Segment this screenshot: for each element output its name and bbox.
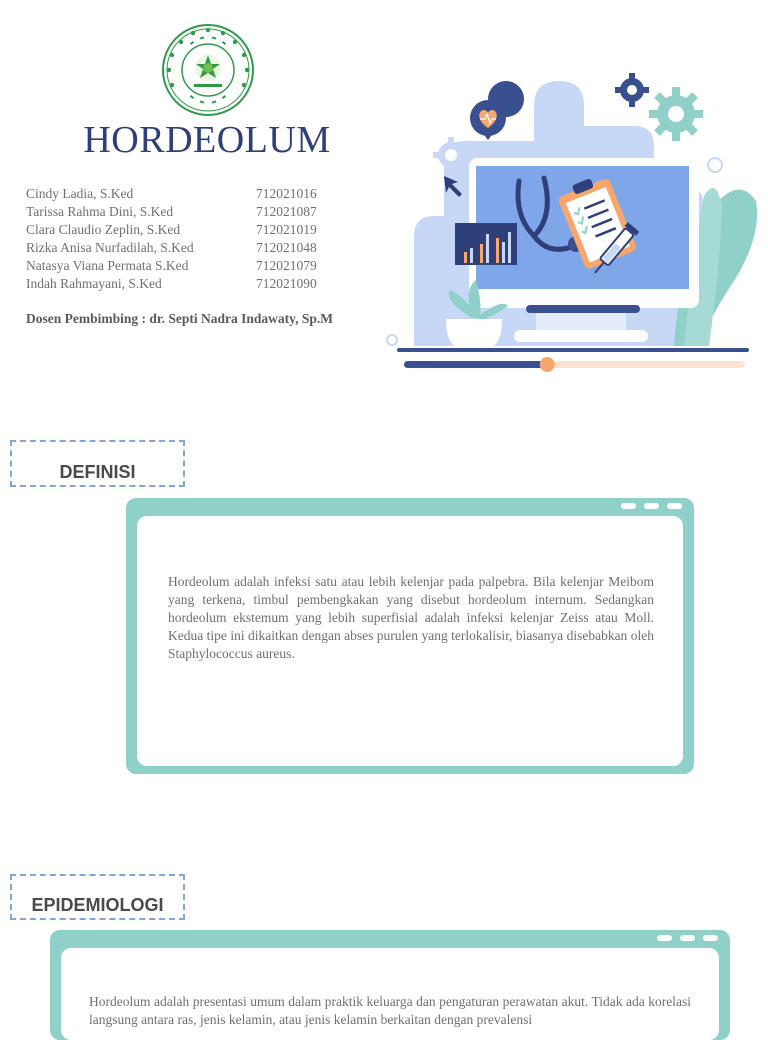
epidemiologi-text: Hordeolum adalah presentasi umum dalam praktik keluarga dan pengaturan perawatan akut. Tidak ada korelasi langsung antara ras, jenis kelamin, atau jenis kelamin berkaitan dengan prevalensi (89, 994, 691, 1027)
member-name: Rizka Anisa Nurfadilah, S.Ked (26, 240, 194, 255)
member-nim: 712021090 (256, 276, 317, 291)
advisor-text: Dosen Pembimbing : dr. Septi Nadra Indawaty, Sp.M (26, 311, 334, 326)
member-nim: 712021048 (256, 240, 317, 255)
list-item (26, 275, 346, 293)
gear-icon (615, 73, 649, 107)
member-nim: 712021019 (256, 222, 317, 237)
list-item (26, 203, 346, 221)
member-name: Natasya Viana Permata S.Ked (26, 258, 189, 273)
list-item (26, 239, 346, 257)
decor-circle (708, 158, 722, 172)
window-dot (680, 935, 695, 941)
window-dot (657, 935, 672, 941)
window-dots (657, 935, 718, 941)
list-item (26, 221, 346, 239)
window-dot (644, 503, 659, 509)
heart-rate-icon (470, 81, 524, 140)
monitor-bar (526, 305, 640, 313)
window-dot (621, 503, 636, 509)
member-nim: 712021016 (256, 186, 317, 201)
definisi-content (137, 516, 683, 766)
epidemiologi-content (61, 948, 719, 1040)
ground-line (397, 348, 749, 352)
member-name: Tarissa Rahma Dini, S.Ked (26, 204, 174, 219)
section-label-epidemiologi: EPIDEMIOLOGI (10, 874, 185, 920)
decor-circle (387, 335, 397, 345)
window-dot (703, 935, 718, 941)
member-name: Indah Rahmayani, S.Ked (26, 276, 162, 291)
gear-icon (649, 87, 703, 141)
definisi-card (126, 498, 694, 774)
member-list (26, 185, 346, 293)
member-nim: 712021087 (256, 204, 317, 219)
university-seal-icon (160, 22, 256, 118)
medical-monitor-illustration (384, 66, 760, 380)
member-name: Clara Claudio Zeplin, S.Ked (26, 222, 181, 237)
definisi-text: Hordeolum adalah infeksi satu atau lebih kelenjar pada palpebra. Bila kelenjar Meibom yang terkena, timbul pembengkakan yang disebut hordeolum internum. Sedangkan hordeolum ekstemum yang lebih superfisial adalah infeksi kelenjar Zeiss atau Moll. Kedua tipe ini dikaitkan dengan abses purulen yang terlokalisir, biasanya disebabkan oleh Staphylococcus aureus. (168, 574, 654, 661)
monitor-base (514, 330, 648, 342)
list-item (26, 185, 346, 203)
progress-fill (404, 361, 547, 368)
member-name: Cindy Ladia, S.Ked (26, 186, 134, 201)
progress-knob (540, 357, 555, 372)
window-dot (667, 503, 682, 509)
member-nim: 712021079 (256, 258, 317, 273)
list-item (26, 257, 346, 275)
page-title: HORDEOLUM (83, 119, 331, 161)
window-dots (621, 503, 682, 509)
section-label-definisi: DEFINISI (10, 440, 185, 487)
